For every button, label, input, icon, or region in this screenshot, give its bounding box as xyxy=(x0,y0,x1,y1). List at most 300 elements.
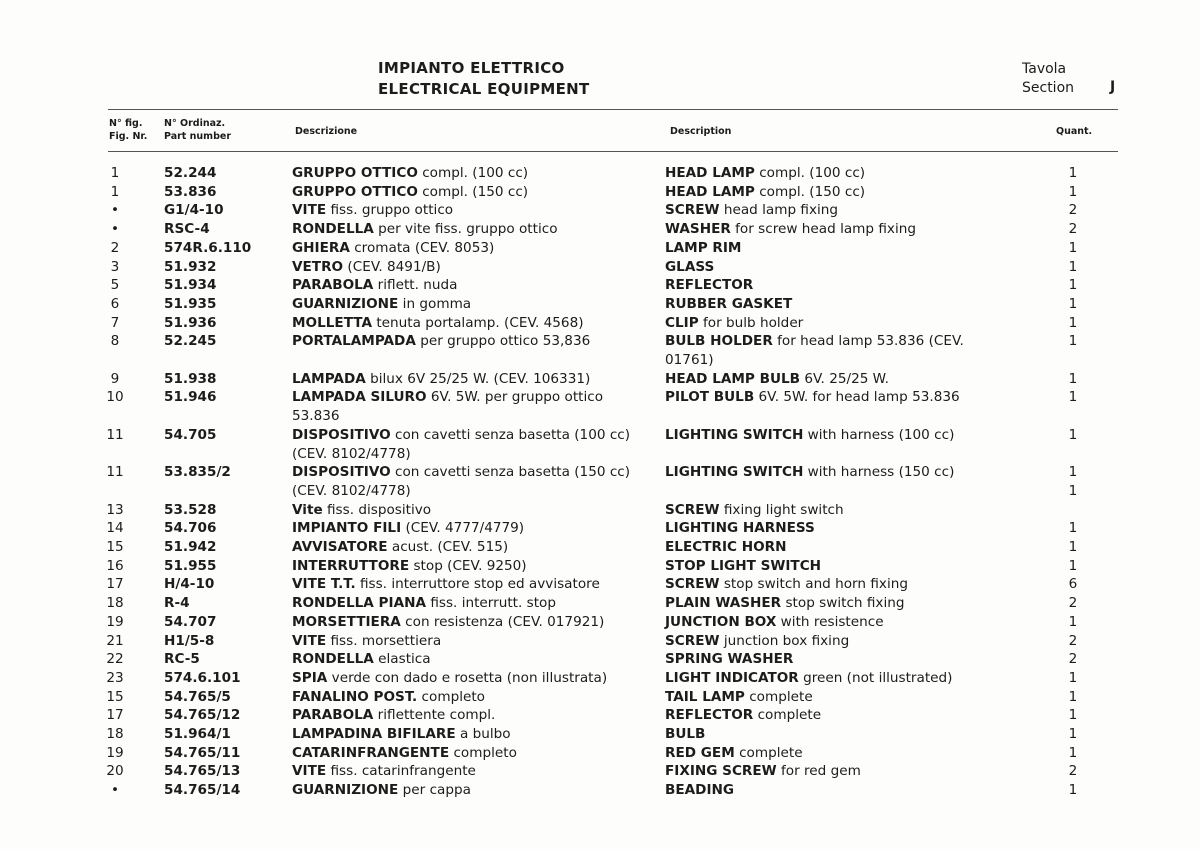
description-en xyxy=(665,463,1025,482)
description-en-name: REFLECTOR xyxy=(665,707,754,724)
description-en xyxy=(665,164,1025,183)
table-row xyxy=(0,239,1200,258)
part-number: 52.244 xyxy=(164,165,217,181)
description-it xyxy=(292,762,652,781)
description-en-name: CLIP xyxy=(665,314,699,331)
description-en-name: HEAD LAMP xyxy=(665,165,755,181)
description-en xyxy=(665,201,1025,220)
description-en xyxy=(665,501,1025,520)
description-it-name: VITE T.T. xyxy=(292,576,356,593)
fig-number: 9 xyxy=(110,370,120,387)
description-en-detail: compl. (150 cc) xyxy=(754,183,866,200)
description-en-name: BULB xyxy=(665,726,706,742)
description-en-name: HEAD LAMP BULB xyxy=(665,370,801,387)
part-number: 51.942 xyxy=(164,539,217,555)
description-it-detail: (CEV. 4777/4779) xyxy=(401,520,525,537)
title-italian: IMPIANTO ELETTRICO xyxy=(378,59,565,77)
description-en-name: SCREW xyxy=(665,501,720,518)
table-row-continuation xyxy=(0,407,1200,426)
description-it-name: VETRO xyxy=(292,258,344,275)
page-title xyxy=(378,58,590,100)
description-it-name: MOLLETTA xyxy=(292,314,373,331)
quantity: 2 xyxy=(1068,651,1078,668)
quantity: 1 xyxy=(1068,688,1078,705)
description-it xyxy=(292,575,652,594)
part-number: 574.6.101 xyxy=(164,669,241,686)
part-number: 54.706 xyxy=(164,520,217,537)
description-it-detail: con cavetti senza basetta (100 cc) xyxy=(390,426,631,443)
description-en-detail: green (not illustrated) xyxy=(798,669,953,686)
description-it xyxy=(292,744,652,763)
fig-number: • xyxy=(110,202,120,219)
table-row xyxy=(0,314,1200,333)
fig-number: 3 xyxy=(110,258,120,275)
description-en xyxy=(665,725,1025,744)
table-row xyxy=(0,164,1200,183)
description-en-name: LIGHTING SWITCH xyxy=(665,464,804,481)
description-it-detail: fiss. morsettiera xyxy=(326,632,442,649)
description-it xyxy=(292,426,652,445)
description-en-name: FIXING SCREW xyxy=(665,763,777,780)
quantity: 1 xyxy=(1068,557,1078,574)
section-word: Section xyxy=(1022,80,1075,96)
description-it-detail: a bulbo xyxy=(455,726,511,742)
quantity: 1 xyxy=(1068,183,1078,200)
fig-number: • xyxy=(110,782,120,799)
table-row xyxy=(0,762,1200,781)
description-it-continuation: 53.836 xyxy=(292,408,340,425)
table-row xyxy=(0,276,1200,295)
description-it xyxy=(292,669,652,688)
table-row xyxy=(0,575,1200,594)
description-it-detail: fiss. gruppo ottico xyxy=(326,202,454,219)
description-en-detail: complete xyxy=(734,744,803,761)
part-number: 54.765/5 xyxy=(164,688,231,705)
description-en xyxy=(665,538,1025,557)
table-row xyxy=(0,201,1200,220)
description-it-name: VITE xyxy=(292,202,327,219)
table-row xyxy=(0,706,1200,725)
fig-number: 11 xyxy=(106,464,124,481)
description-it-detail: tenuta portalamp. (CEV. 4568) xyxy=(372,314,584,331)
description-it xyxy=(292,519,652,538)
fig-number: 23 xyxy=(106,669,124,686)
description-it-name: LAMPADA xyxy=(292,370,366,387)
description-it xyxy=(292,239,652,258)
quantity: 1 xyxy=(1068,333,1078,350)
fig-number: 15 xyxy=(106,688,124,705)
quantity: 2 xyxy=(1068,632,1078,649)
description-it xyxy=(292,295,652,314)
description-it-name: PARABOLA xyxy=(292,277,374,294)
quantity: 1 xyxy=(1068,314,1078,331)
section-label xyxy=(1022,60,1074,98)
part-number: 51.934 xyxy=(164,277,217,294)
description-en-detail: for red gem xyxy=(776,763,861,780)
description-it-detail: elastica xyxy=(373,651,431,668)
fig-number: 5 xyxy=(110,277,120,294)
description-en xyxy=(665,650,1025,669)
part-number: 51.938 xyxy=(164,370,217,387)
quantity: 1 xyxy=(1068,520,1078,537)
fig-number: 19 xyxy=(106,613,124,630)
table-row xyxy=(0,650,1200,669)
quantity-continuation: 1 xyxy=(1068,482,1078,499)
fig-number: 22 xyxy=(106,651,124,668)
description-en-name: BEADING xyxy=(665,782,735,799)
description-en-detail: compl. (100 cc) xyxy=(754,165,866,181)
description-it xyxy=(292,463,652,482)
fig-number: 17 xyxy=(106,707,124,724)
description-it-detail: completo xyxy=(449,744,517,761)
part-number: 53.528 xyxy=(164,501,217,518)
fig-number: 2 xyxy=(110,239,120,256)
table-row xyxy=(0,388,1200,407)
part-number: R-4 xyxy=(164,595,190,612)
description-en xyxy=(665,706,1025,725)
description-en xyxy=(665,426,1025,445)
fig-number: 1 xyxy=(110,165,120,181)
quantity: 1 xyxy=(1068,389,1078,406)
header-rule xyxy=(108,151,1118,152)
part-number: 52.245 xyxy=(164,333,217,350)
quantity: 1 xyxy=(1068,258,1078,275)
col-header-fig-en: Fig. Nr. xyxy=(109,131,148,142)
description-en xyxy=(665,519,1025,538)
col-header-descrizione: Descrizione xyxy=(295,126,358,137)
fig-number: 11 xyxy=(106,426,124,443)
description-it xyxy=(292,201,652,220)
part-number: 51.932 xyxy=(164,258,217,275)
table-row xyxy=(0,557,1200,576)
part-number: RC-5 xyxy=(164,651,200,668)
description-it-detail: stop (CEV. 9250) xyxy=(409,557,527,574)
description-it-detail: fiss. interrutt. stop xyxy=(426,595,556,612)
description-en-detail: for head lamp 53.836 (CEV. xyxy=(772,333,964,350)
description-it xyxy=(292,613,652,632)
quantity: 1 xyxy=(1068,613,1078,630)
col-header-fig-it: N° fig. xyxy=(109,118,143,129)
description-it xyxy=(292,164,652,183)
fig-number: 18 xyxy=(106,726,124,742)
table-row xyxy=(0,594,1200,613)
description-en xyxy=(665,258,1025,277)
description-it-name: INTERRUTTORE xyxy=(292,557,410,574)
description-it-detail: 6V. 5W. per gruppo ottico xyxy=(426,389,604,406)
description-it xyxy=(292,688,652,707)
description-en xyxy=(665,575,1025,594)
part-number: G1/4-10 xyxy=(164,202,224,219)
description-en-name: SCREW xyxy=(665,632,720,649)
quantity: 2 xyxy=(1068,763,1078,780)
description-en xyxy=(665,688,1025,707)
description-en-name: PLAIN WASHER xyxy=(665,595,782,612)
description-it-name: FANALINO POST. xyxy=(292,688,418,705)
part-number: 54.705 xyxy=(164,426,217,443)
description-it xyxy=(292,594,652,613)
description-it-name: GHIERA xyxy=(292,239,350,256)
fig-number: 10 xyxy=(106,389,124,406)
col-header-part xyxy=(164,117,231,143)
description-en xyxy=(665,239,1025,258)
description-it xyxy=(292,632,652,651)
quantity: 1 xyxy=(1068,782,1078,799)
description-en-name: HEAD LAMP xyxy=(665,183,755,200)
description-it-continuation: (CEV. 8102/4778) xyxy=(292,445,411,462)
part-number: 54.765/13 xyxy=(164,763,241,780)
description-en-detail: 6V. 25/25 W. xyxy=(800,370,889,387)
description-it xyxy=(292,314,652,333)
table-row xyxy=(0,463,1200,482)
part-number: 51.935 xyxy=(164,295,217,312)
fig-number: 16 xyxy=(106,557,124,574)
table-row xyxy=(0,688,1200,707)
table-row xyxy=(0,220,1200,239)
description-en-name: LIGHTING SWITCH xyxy=(665,426,804,443)
description-en-name: LIGHTING HARNESS xyxy=(665,520,815,537)
table-row xyxy=(0,632,1200,651)
description-it-detail: con resistenza (CEV. 017921) xyxy=(400,613,605,630)
part-number: 54.765/11 xyxy=(164,744,241,761)
table-row xyxy=(0,426,1200,445)
description-it-name: PARABOLA xyxy=(292,707,374,724)
description-en-detail: with harness (100 cc) xyxy=(803,426,955,443)
description-en-name: JUNCTION BOX xyxy=(665,613,777,630)
description-it-name: GUARNIZIONE xyxy=(292,295,399,312)
description-it-detail: riflettente compl. xyxy=(373,707,496,724)
fig-number: 1 xyxy=(110,183,120,200)
fig-number: 13 xyxy=(106,501,124,518)
fig-number: 7 xyxy=(110,314,120,331)
table-row-continuation xyxy=(0,482,1200,501)
description-it-name: VITE xyxy=(292,632,327,649)
part-number: 51.946 xyxy=(164,389,217,406)
description-en-name: WASHER xyxy=(665,221,731,238)
description-it-name: GUARNIZIONE xyxy=(292,782,399,799)
description-en xyxy=(665,183,1025,202)
part-number: 54.765/14 xyxy=(164,782,241,799)
description-en-detail: fixing light switch xyxy=(719,501,844,518)
description-en-name: SCREW xyxy=(665,576,720,593)
description-en-detail: complete xyxy=(744,688,813,705)
description-en-detail: head lamp fixing xyxy=(719,202,839,219)
description-en-detail: for bulb holder xyxy=(698,314,804,331)
description-it-name: IMPIANTO FILI xyxy=(292,520,402,537)
description-en xyxy=(665,781,1025,800)
quantity: 1 xyxy=(1068,277,1078,294)
description-it-detail: cromata (CEV. 8053) xyxy=(349,239,495,256)
description-it-name: CATARINFRANGENTE xyxy=(292,744,450,761)
description-it-detail: compl. (150 cc) xyxy=(417,183,529,200)
fig-number: 18 xyxy=(106,595,124,612)
description-it xyxy=(292,501,652,520)
table-row xyxy=(0,613,1200,632)
description-en xyxy=(665,332,1025,351)
fig-number: 21 xyxy=(106,632,124,649)
description-it xyxy=(292,332,652,351)
col-header-part-en: Part number xyxy=(164,131,232,142)
description-it-detail: bilux 6V 25/25 W. (CEV. 106331) xyxy=(365,370,591,387)
table-row-continuation xyxy=(0,351,1200,370)
part-number: H1/5-8 xyxy=(164,632,215,649)
description-en-name: RUBBER GASKET xyxy=(665,295,793,312)
description-it xyxy=(292,725,652,744)
table-row xyxy=(0,332,1200,351)
description-en xyxy=(665,669,1025,688)
table-row xyxy=(0,781,1200,800)
description-it-name: MORSETTIERA xyxy=(292,613,401,630)
description-it xyxy=(292,183,652,202)
fig-number: 8 xyxy=(110,333,120,350)
table-row-continuation xyxy=(0,445,1200,464)
fig-number: 17 xyxy=(106,576,124,593)
description-en-name: GLASS xyxy=(665,258,715,275)
description-en-name: ELECTRIC HORN xyxy=(665,539,787,555)
description-it xyxy=(292,220,652,239)
description-en-name: PILOT BULB xyxy=(665,389,755,406)
description-en xyxy=(665,557,1025,576)
description-en-name: BULB HOLDER xyxy=(665,333,773,350)
description-en xyxy=(665,276,1025,295)
top-rule xyxy=(108,109,1118,110)
quantity: 1 xyxy=(1068,726,1078,742)
fig-number: 20 xyxy=(106,763,124,780)
part-number: 53.835/2 xyxy=(164,464,231,481)
part-number: 574R.6.110 xyxy=(164,239,252,256)
description-it-name: LAMPADA SILURO xyxy=(292,389,427,406)
description-it-detail: in gomma xyxy=(398,295,472,312)
description-it xyxy=(292,706,652,725)
part-number: 53.836 xyxy=(164,183,217,200)
fig-number: 6 xyxy=(110,295,120,312)
fig-number: 15 xyxy=(106,539,124,555)
description-it xyxy=(292,388,652,407)
description-en xyxy=(665,220,1025,239)
description-it-name: DISPOSITIVO xyxy=(292,426,391,443)
quantity: 1 xyxy=(1068,744,1078,761)
description-it xyxy=(292,258,652,277)
description-en-detail: stop switch fixing xyxy=(781,595,905,612)
quantity: 1 xyxy=(1068,539,1078,555)
part-number: 51.955 xyxy=(164,557,217,574)
description-it xyxy=(292,538,652,557)
description-it-name: VITE xyxy=(292,763,327,780)
description-en xyxy=(665,632,1025,651)
description-en xyxy=(665,388,1025,407)
description-it-name: AVVISATORE xyxy=(292,539,388,555)
description-it-detail: (CEV. 8491/B) xyxy=(343,258,441,275)
table-row xyxy=(0,744,1200,763)
description-en xyxy=(665,295,1025,314)
description-it-detail: per cappa xyxy=(398,782,471,799)
description-it-detail: per vite fiss. gruppo ottico xyxy=(373,221,558,238)
part-number: 51.964/1 xyxy=(164,726,231,742)
description-it-detail: compl. (100 cc) xyxy=(417,165,529,181)
description-en-name: RED GEM xyxy=(665,744,735,761)
quantity: 1 xyxy=(1068,165,1078,181)
description-en xyxy=(665,744,1025,763)
table-row xyxy=(0,669,1200,688)
quantity: 1 xyxy=(1068,426,1078,443)
description-en-name: STOP LIGHT SWITCH xyxy=(665,557,822,574)
description-en-name: REFLECTOR xyxy=(665,277,754,294)
description-it-detail: per gruppo ottico 53,836 xyxy=(415,333,591,350)
description-it xyxy=(292,650,652,669)
table-row xyxy=(0,258,1200,277)
quantity: 2 xyxy=(1068,221,1078,238)
description-it-detail: verde con dado e rosetta (non illustrata) xyxy=(327,669,608,686)
description-it-detail: fiss. catarinfrangente xyxy=(326,763,476,780)
description-it-name: RONDELLA PIANA xyxy=(292,595,426,612)
description-en-detail: complete xyxy=(753,707,822,724)
description-en-detail: junction box fixing xyxy=(719,632,850,649)
description-it-detail: completo xyxy=(417,688,485,705)
part-number: 51.936 xyxy=(164,314,217,331)
description-en xyxy=(665,762,1025,781)
part-number: H/4-10 xyxy=(164,576,215,593)
section-letter: J xyxy=(1110,79,1116,95)
description-en-detail: 6V. 5W. for head lamp 53.836 xyxy=(754,389,960,406)
description-en-name: SCREW xyxy=(665,202,720,219)
description-en-name: LIGHT INDICATOR xyxy=(665,669,799,686)
description-en-continuation: 01761) xyxy=(665,352,714,368)
col-header-part-it: N° Ordinaz. xyxy=(164,118,226,129)
fig-number: 19 xyxy=(106,744,124,761)
description-it-name: PORTALAMPADA xyxy=(292,333,416,350)
col-header-quant: Quant. xyxy=(1056,126,1093,137)
description-it xyxy=(292,276,652,295)
description-en xyxy=(665,314,1025,333)
description-it xyxy=(292,781,652,800)
col-header-description: Description xyxy=(670,126,732,137)
description-it-name: RONDELLA xyxy=(292,221,374,238)
description-it-name: RONDELLA xyxy=(292,651,374,668)
quantity: 6 xyxy=(1068,576,1078,593)
table-row xyxy=(0,519,1200,538)
quantity: 1 xyxy=(1068,295,1078,312)
description-en-name: LAMP RIM xyxy=(665,239,742,256)
description-it-name: LAMPADINA BIFILARE xyxy=(292,726,456,742)
table-row xyxy=(0,295,1200,314)
table-row xyxy=(0,538,1200,557)
description-en xyxy=(665,613,1025,632)
description-it-continuation: (CEV. 8102/4778) xyxy=(292,482,411,499)
description-it-name: DISPOSITIVO xyxy=(292,464,391,481)
description-it-detail: acust. (CEV. 515) xyxy=(387,539,509,555)
part-number: RSC-4 xyxy=(164,221,210,238)
description-it xyxy=(292,370,652,389)
quantity: 1 xyxy=(1068,239,1078,256)
part-number: 54.707 xyxy=(164,613,217,630)
description-it-detail: fiss. interruttore stop ed avvisatore xyxy=(355,576,600,593)
quantity: 1 xyxy=(1068,464,1078,481)
description-it-detail: con cavetti senza basetta (150 cc) xyxy=(390,464,631,481)
table-row xyxy=(0,183,1200,202)
description-en-detail: for screw head lamp fixing xyxy=(730,221,916,238)
tavola-label: Tavola xyxy=(1022,61,1067,77)
description-it-detail: fiss. dispositivo xyxy=(322,501,432,518)
description-en-detail: stop switch and horn fixing xyxy=(719,576,908,593)
description-en xyxy=(665,370,1025,389)
quantity: 2 xyxy=(1068,202,1078,219)
description-it-name: Vite xyxy=(292,501,323,518)
quantity: 1 xyxy=(1068,669,1078,686)
fig-number: • xyxy=(110,221,120,238)
table-row xyxy=(0,370,1200,389)
description-it xyxy=(292,557,652,576)
description-it-detail: riflett. nuda xyxy=(373,277,458,294)
quantity: 2 xyxy=(1068,595,1078,612)
